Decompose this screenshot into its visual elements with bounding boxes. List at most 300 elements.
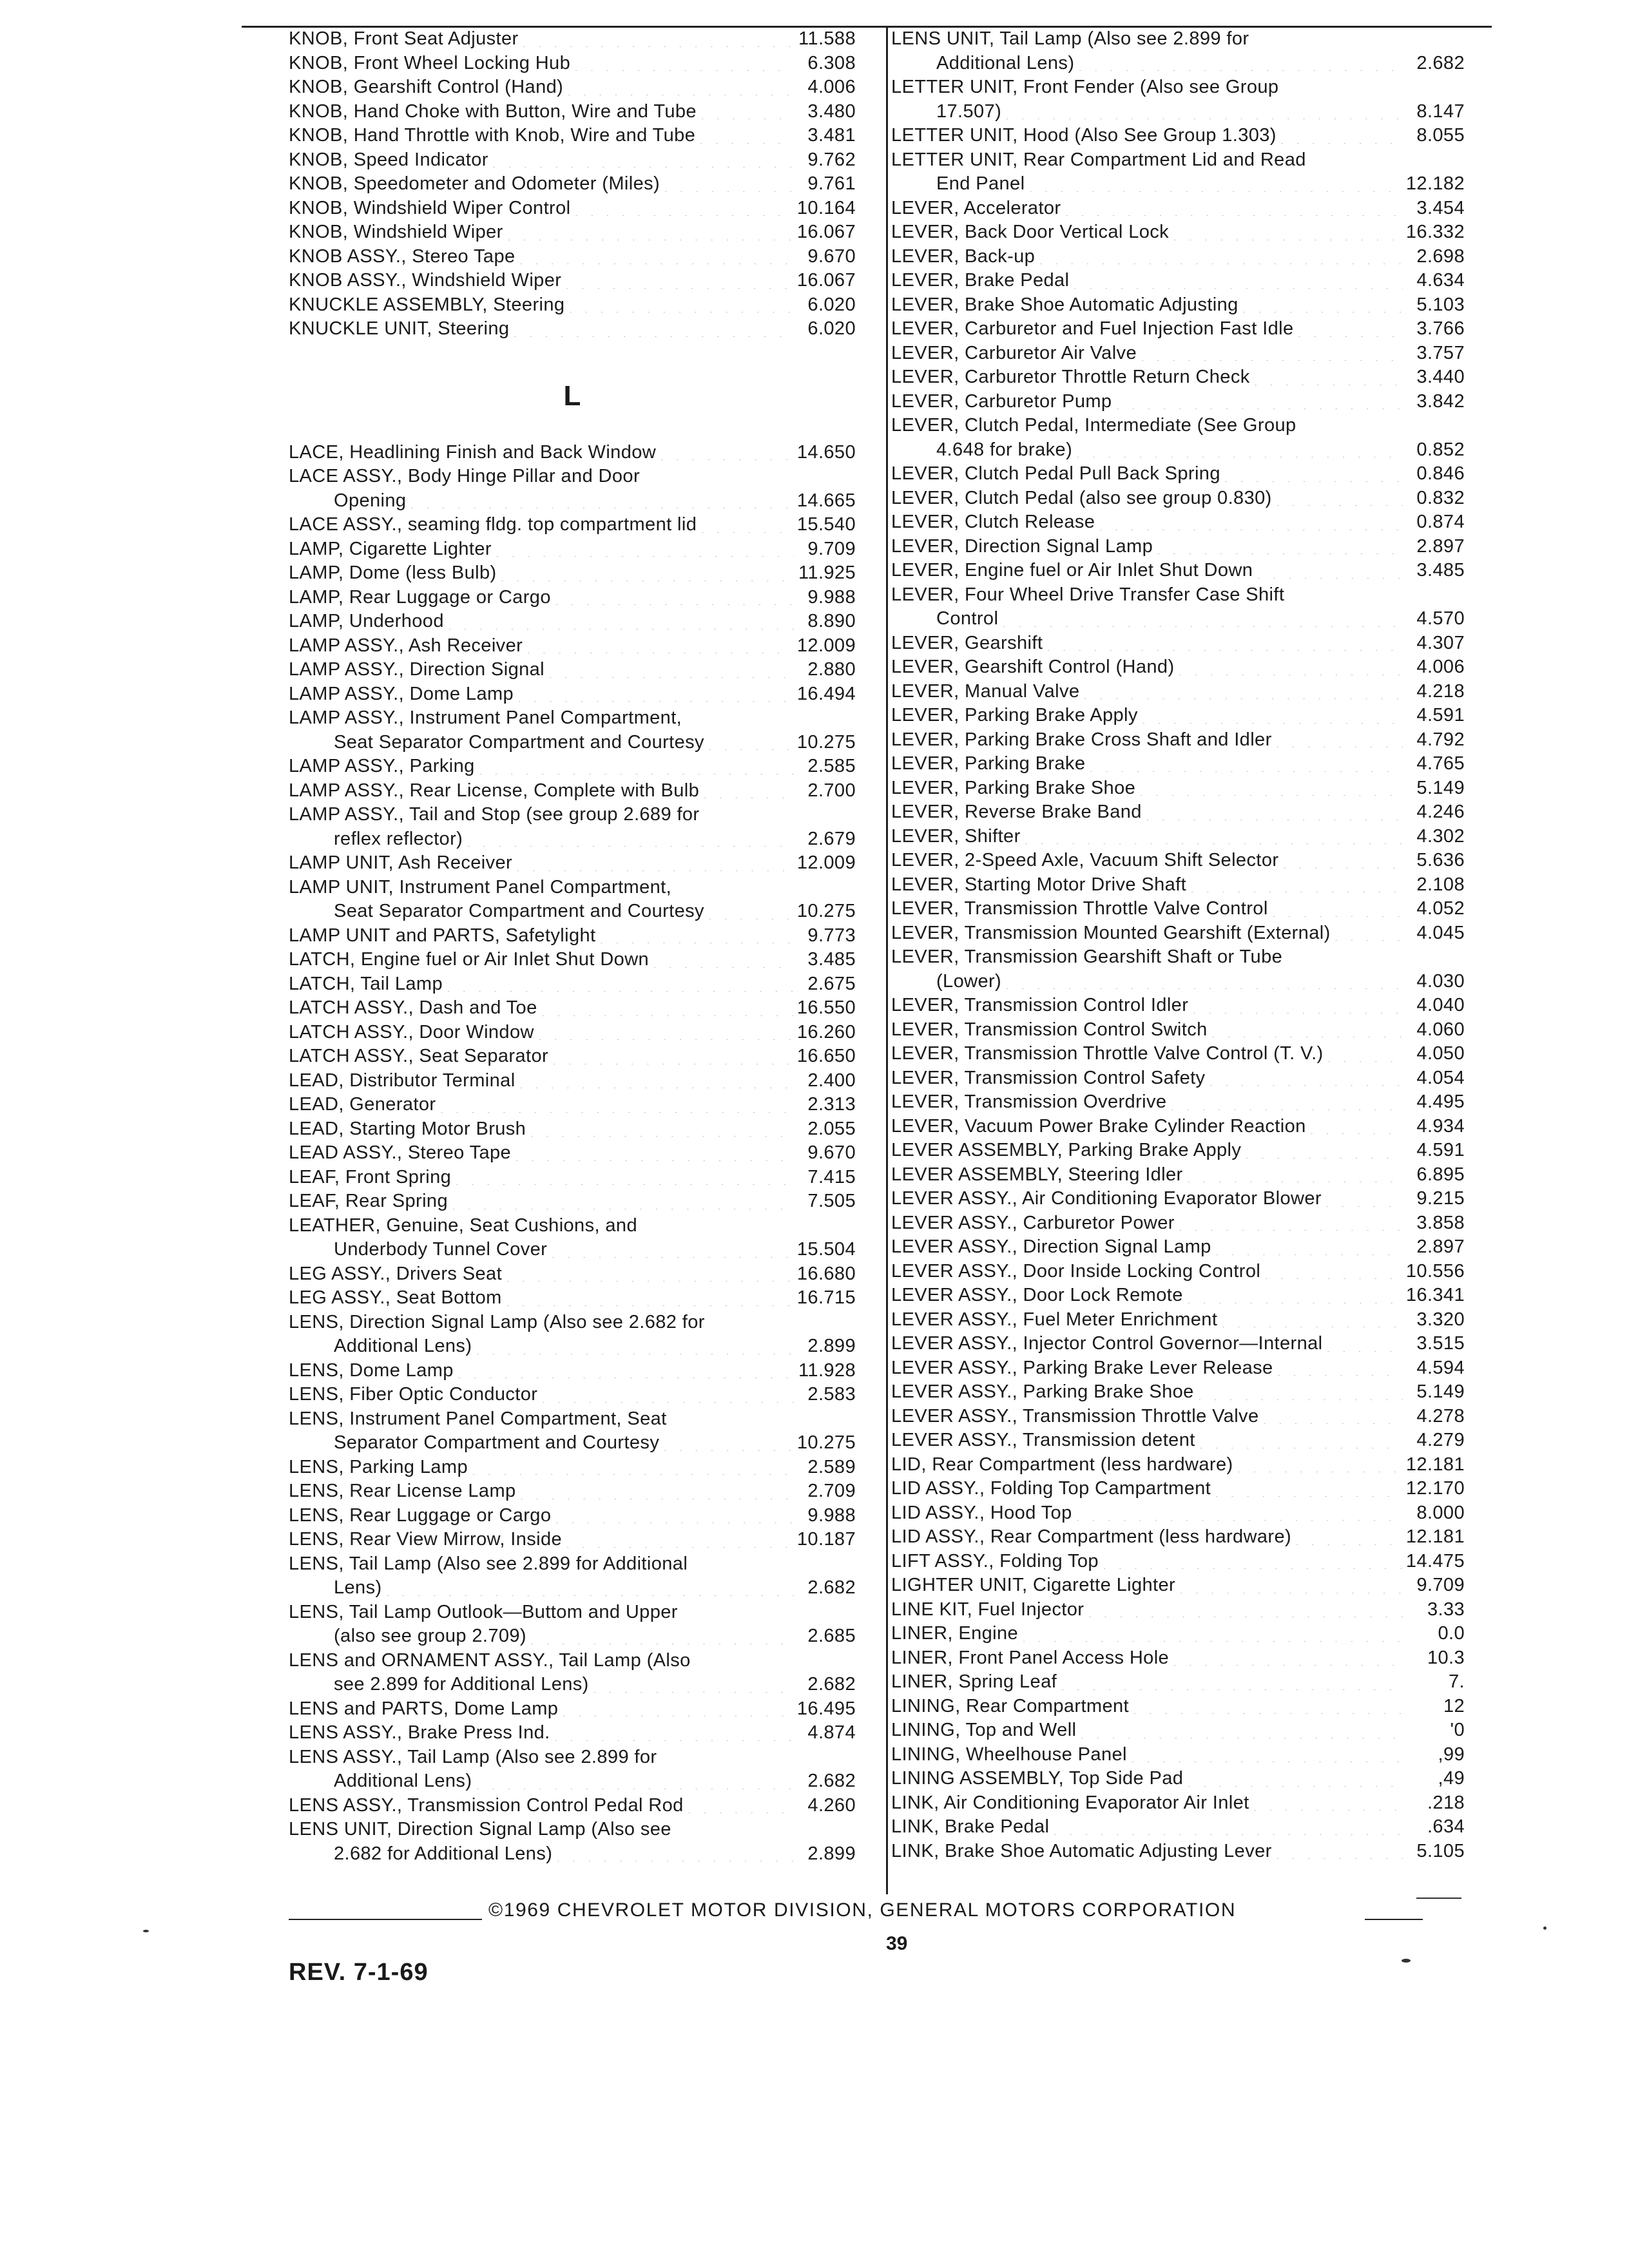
entry-description: LEVER, Parking Brake Cross Shaft and Idler — [891, 729, 1272, 750]
dot-leader — [566, 1541, 793, 1548]
entry-description: LINER, Engine — [891, 1623, 1019, 1644]
entry-description: LEVER, Transmission Control Idler — [891, 995, 1189, 1015]
entry-description: LEATHER, Genuine, Seat Cushions, and — [289, 1215, 637, 1236]
dot-leader — [1089, 765, 1403, 772]
dot-leader — [574, 64, 794, 71]
index-entry — [289, 293, 856, 318]
entry-description: KNUCKLE UNIT, Steering — [289, 318, 510, 339]
entry-description: LENS, Instrument Panel Compartment, Seat — [289, 1408, 667, 1429]
index-entry — [289, 706, 856, 731]
entry-description: LID, Rear Compartment (less hardware) — [891, 1454, 1233, 1475]
index-entry — [891, 655, 1465, 680]
entry-description: LENS, Rear Luggage or Cargo — [289, 1504, 552, 1526]
index-entry — [891, 1718, 1465, 1743]
entry-description: LENS, Parking Lamp — [289, 1456, 468, 1477]
index-entry — [891, 897, 1465, 921]
index-entry — [891, 486, 1465, 511]
index-entry — [891, 1453, 1465, 1477]
index-entry — [289, 197, 856, 221]
index-entry — [891, 148, 1465, 173]
group-number: 2.585 — [807, 756, 856, 776]
dot-leader — [1103, 1562, 1402, 1569]
index-entry — [289, 1021, 856, 1045]
entry-description: LENS ASSY., Transmission Control Pedal Rod — [289, 1794, 684, 1816]
dot-leader — [1179, 669, 1403, 675]
entry-description: Lens) — [334, 1577, 382, 1598]
entry-description: KNOB, Windshield Wiper — [289, 222, 503, 242]
index-entry — [891, 438, 1465, 463]
group-number: 2.400 — [807, 1070, 856, 1091]
group-number: '0 — [1450, 1720, 1465, 1740]
entry-description: Separator Compartment and Courtesy — [334, 1432, 660, 1453]
group-number: 9.215 — [1416, 1188, 1465, 1209]
dot-leader — [1179, 1587, 1403, 1593]
entry-description: LENS, Rear View Mirrow, Inside — [289, 1529, 563, 1550]
entry-description: Opening — [334, 490, 407, 511]
index-entry — [289, 731, 856, 755]
entry-description: LEVER ASSY., Parking Brake Lever Release — [891, 1357, 1273, 1378]
group-number: 6.020 — [807, 294, 856, 315]
entry-description: LAMP ASSY., Parking — [289, 756, 475, 776]
footer-rule-top — [1416, 1898, 1461, 1899]
group-number: 16.067 — [796, 270, 856, 291]
index-column-left — [289, 27, 856, 1866]
index-entry — [289, 1697, 856, 1722]
entry-description: LEVER ASSY., Carburetor Power — [891, 1212, 1175, 1233]
dot-leader — [1209, 1079, 1403, 1086]
section-letter: L — [563, 380, 581, 412]
group-number: 3.440 — [1416, 367, 1465, 387]
group-number: 10.556 — [1405, 1260, 1465, 1282]
index-entry — [289, 827, 856, 852]
group-number: 10.275 — [796, 1432, 856, 1453]
index-entry — [289, 1745, 856, 1770]
index-entry — [289, 779, 856, 803]
group-number: 14.475 — [1405, 1550, 1465, 1571]
dot-leader — [1254, 379, 1403, 385]
index-entry — [891, 1670, 1465, 1695]
index-entry — [891, 1356, 1465, 1381]
entry-description: LAMP UNIT, Instrument Panel Compartment, — [289, 876, 672, 898]
index-entry — [891, 1187, 1465, 1211]
index-entry — [289, 1479, 856, 1504]
group-number: 10.187 — [796, 1529, 856, 1550]
group-number: 2.675 — [807, 973, 856, 994]
dot-leader — [523, 41, 794, 47]
entry-description: LEVER ASSY., Air Conditioning Evaporator Blower — [891, 1188, 1322, 1209]
dot-leader — [519, 1082, 794, 1088]
group-number: 4.040 — [1416, 995, 1465, 1015]
dot-leader — [555, 599, 794, 605]
index-entry — [891, 728, 1465, 753]
entry-description: LACE, Headlining Finish and Back Window — [289, 441, 657, 463]
entry-description: LEVER, Parking Brake — [891, 753, 1086, 774]
group-number: 4.278 — [1416, 1405, 1465, 1427]
entry-description: LETTER UNIT, Rear Compartment Lid and Read — [891, 149, 1306, 170]
dot-leader — [568, 306, 794, 312]
index-entry — [891, 27, 1465, 52]
dot-leader — [1276, 741, 1403, 747]
index-entry — [289, 1044, 856, 1069]
dot-leader — [565, 282, 793, 289]
group-number: 14.650 — [796, 441, 856, 463]
entry-description: KNOB, Speedometer and Odometer (Miles) — [289, 173, 660, 194]
dot-leader — [472, 1468, 794, 1475]
dot-leader — [552, 1058, 793, 1064]
dot-leader — [1080, 1732, 1403, 1738]
group-number: 4.006 — [1416, 657, 1465, 677]
index-entry — [891, 1573, 1465, 1598]
dot-leader — [467, 840, 794, 847]
entry-description: Seat Separator Compartment and Courtesy — [334, 731, 704, 753]
entry-description: LINK, Air Conditioning Evaporator Air Inlet — [891, 1792, 1249, 1813]
group-number: 4.792 — [1416, 729, 1465, 750]
dot-leader — [516, 865, 793, 871]
entry-description: LEVER ASSY., Transmission Throttle Valve — [891, 1405, 1259, 1427]
group-number: 7.415 — [807, 1166, 856, 1187]
index-entry — [891, 921, 1465, 946]
dot-leader — [1078, 64, 1403, 71]
group-number: 0.852 — [1416, 439, 1465, 460]
dot-leader — [1088, 1611, 1403, 1617]
dot-leader — [593, 1686, 794, 1693]
entry-description: LETTER UNIT, Hood (Also See Group 1.303) — [891, 125, 1277, 146]
dot-leader — [555, 1517, 794, 1523]
entry-description: LETTER UNIT, Front Fender (Also see Group — [891, 77, 1279, 97]
group-number: 16.067 — [796, 222, 856, 242]
dot-leader — [1262, 1418, 1403, 1424]
index-entry — [891, 1308, 1465, 1332]
dot-leader — [526, 647, 793, 653]
entry-description: LENS, Dome Lamp — [289, 1360, 454, 1381]
entry-description: LINING, Rear Compartment — [891, 1695, 1129, 1716]
index-entry — [289, 754, 856, 779]
entry-description: LIGHTER UNIT, Cigarette Lighter — [891, 1575, 1176, 1595]
entry-description: LEVER ASSEMBLY, Steering Idler — [891, 1164, 1183, 1185]
index-entry — [289, 1069, 856, 1093]
group-number: 4.570 — [1416, 608, 1465, 629]
dot-leader — [1115, 403, 1403, 409]
group-number: 10.164 — [796, 197, 856, 218]
entry-description: LAMP, Dome (less Bulb) — [289, 562, 497, 583]
index-entry — [891, 220, 1465, 245]
dot-leader — [1131, 1756, 1403, 1762]
index-entry — [289, 1794, 856, 1818]
revision-date: REV. 7-1-69 — [289, 1959, 429, 1986]
entry-description: KNOB, Front Seat Adjuster — [289, 28, 519, 49]
dot-leader — [699, 137, 794, 144]
group-number: 12.181 — [1405, 1454, 1465, 1475]
group-number: 2.679 — [807, 828, 856, 849]
index-entry — [289, 489, 856, 514]
dot-leader — [1245, 1152, 1403, 1158]
group-number: 16.341 — [1405, 1285, 1465, 1305]
entry-description: LEVER ASSY., Door Lock Remote — [891, 1285, 1183, 1305]
entry-description: reflex reflector) — [334, 828, 463, 849]
index-entry — [891, 124, 1465, 148]
copyright-notice: ©1969 CHEVROLET MOTOR DIVISION, GENERAL MOTORS CORPORATION — [488, 1899, 1237, 1921]
entry-description: Underbody Tunnel Cover — [334, 1239, 548, 1260]
dot-leader — [660, 454, 793, 460]
index-entry — [289, 561, 856, 586]
group-number: 0.846 — [1416, 463, 1465, 484]
group-number: 7. — [1449, 1671, 1465, 1692]
entry-description: LID ASSY., Hood Top — [891, 1502, 1072, 1523]
group-number: 0.874 — [1416, 512, 1465, 532]
dot-leader — [1297, 331, 1403, 337]
group-number: 15.540 — [796, 514, 856, 535]
index-entry — [891, 1646, 1465, 1671]
entry-description: LEAD, Starting Motor Brush — [289, 1118, 526, 1139]
index-entry — [289, 1769, 856, 1794]
group-number: 4.307 — [1416, 632, 1465, 653]
index-entry — [289, 1214, 856, 1238]
group-number: 4.934 — [1416, 1115, 1465, 1137]
entry-description: (also see group 2.709) — [334, 1626, 526, 1646]
dot-leader — [1053, 1829, 1403, 1835]
dot-leader — [513, 331, 794, 337]
index-entry — [891, 1550, 1465, 1574]
group-number: 2.897 — [1416, 1236, 1465, 1257]
index-entry — [891, 1066, 1465, 1091]
index-entry — [891, 1815, 1465, 1840]
index-entry — [891, 197, 1465, 221]
dot-leader — [1141, 354, 1403, 361]
dot-leader — [1170, 1104, 1403, 1110]
index-entry — [289, 27, 856, 52]
index-entry — [891, 776, 1465, 801]
index-entry — [289, 1600, 856, 1625]
group-number: 4.006 — [807, 77, 856, 97]
entry-description: LAMP ASSY., Dome Lamp — [289, 683, 514, 704]
entry-description: Additional Lens) — [936, 52, 1075, 73]
dot-leader — [1257, 572, 1403, 579]
index-entry — [891, 945, 1465, 970]
index-entry — [891, 1042, 1465, 1066]
index-entry — [891, 1525, 1465, 1550]
index-entry — [891, 680, 1465, 704]
index-entry — [891, 365, 1465, 390]
entry-description: LIFT ASSY., Folding Top — [891, 1550, 1099, 1571]
index-entry — [891, 535, 1465, 559]
entry-description: LATCH, Tail Lamp — [289, 973, 443, 994]
index-entry — [891, 1235, 1465, 1260]
entry-description: KNOB, Hand Choke with Button, Wire and Tube — [289, 101, 697, 122]
group-number: 3.485 — [1416, 560, 1465, 581]
index-entry — [289, 1818, 856, 1842]
dot-leader — [1215, 1249, 1403, 1255]
dot-leader — [530, 1638, 794, 1644]
index-entry — [289, 245, 856, 269]
group-number: 9.670 — [807, 245, 856, 267]
group-number: 16.495 — [796, 1698, 856, 1719]
entry-description: KNOB, Windshield Wiper Control — [289, 197, 571, 218]
dot-leader — [1139, 789, 1403, 796]
dot-leader — [562, 1710, 793, 1716]
entry-description: LEVER, Direction Signal Lamp — [891, 535, 1153, 557]
column-divider — [886, 26, 888, 1894]
dot-leader — [448, 623, 794, 629]
index-entry — [289, 1311, 856, 1335]
entry-description: 17.507) — [936, 101, 1002, 122]
dot-leader — [1025, 838, 1403, 844]
index-entry — [891, 341, 1465, 366]
group-number: ,99 — [1438, 1744, 1465, 1765]
dot-leader — [1005, 983, 1403, 989]
index-entry — [289, 1407, 856, 1432]
entry-description: LINING ASSEMBLY, Top Side Pad — [891, 1768, 1184, 1789]
dot-leader — [1076, 451, 1403, 457]
dot-leader — [664, 186, 794, 192]
group-number: 9.709 — [1416, 1575, 1465, 1595]
index-entry — [289, 52, 856, 76]
dot-leader — [1276, 1852, 1403, 1859]
index-entry — [891, 849, 1465, 873]
index-entry — [891, 293, 1465, 318]
group-number: 16.550 — [796, 997, 856, 1018]
index-entry — [891, 52, 1465, 76]
group-number: 12.009 — [796, 852, 856, 873]
entry-description: LEVER, 2-Speed Axle, Vacuum Shift Selector — [891, 850, 1279, 870]
entry-description: LAMP, Rear Luggage or Cargo — [289, 586, 551, 608]
index-entry — [891, 873, 1465, 898]
index-entry — [289, 899, 856, 924]
entry-description: LEVER, Carburetor Pump — [891, 390, 1112, 412]
entry-description: LACE ASSY., seaming fldg. top compartment lid — [289, 514, 697, 535]
index-entry — [891, 1695, 1465, 1719]
group-number: 2.589 — [807, 1456, 856, 1477]
dot-leader — [1173, 1659, 1403, 1666]
dot-leader — [599, 937, 794, 943]
dot-leader — [455, 1178, 794, 1185]
group-number: 3.766 — [1416, 318, 1465, 339]
entry-description: LEVER, Starting Motor Drive Shaft — [891, 874, 1187, 895]
index-entry — [891, 1743, 1465, 1767]
entry-description: LID ASSY., Folding Top Campartment — [891, 1478, 1211, 1499]
entry-description: LEVER, Accelerator — [891, 197, 1061, 218]
group-number: 2.880 — [807, 659, 856, 680]
index-entry — [289, 1359, 856, 1383]
group-number: 14.665 — [796, 490, 856, 511]
group-number: 2.899 — [807, 1843, 856, 1864]
index-entry — [891, 462, 1465, 486]
entry-description: KNOB, Hand Throttle with Knob, Wire and Tube — [289, 125, 696, 146]
entry-description: LINE KIT, Fuel Injector — [891, 1599, 1084, 1620]
group-number: 4.045 — [1416, 922, 1465, 943]
entry-description: LINK, Brake Pedal — [891, 1816, 1050, 1837]
index-entry — [289, 1842, 856, 1867]
index-entry — [891, 1332, 1465, 1356]
group-number: 2.897 — [1416, 535, 1465, 557]
entry-description: LAMP ASSY., Ash Receiver — [289, 635, 523, 656]
dot-leader — [476, 1783, 794, 1789]
dot-leader — [1061, 1684, 1403, 1690]
index-entry — [891, 1791, 1465, 1816]
index-entry — [289, 317, 856, 341]
group-number: 4.634 — [1416, 270, 1465, 291]
dot-leader — [476, 1348, 794, 1354]
group-number: 15.504 — [796, 1239, 856, 1260]
group-number: 6.308 — [807, 52, 856, 73]
index-entry — [891, 1090, 1465, 1115]
index-entry — [289, 1166, 856, 1190]
index-entry — [289, 465, 856, 489]
index-entry — [891, 1018, 1465, 1043]
group-number: 3.515 — [1416, 1333, 1465, 1354]
entry-description: LAMP ASSY., Instrument Panel Compartment, — [289, 707, 682, 728]
group-number: 9.988 — [807, 1504, 856, 1526]
dot-leader — [1022, 1635, 1403, 1642]
index-entry — [289, 1721, 856, 1745]
group-number: 4.030 — [1416, 970, 1465, 992]
index-entry — [891, 1283, 1465, 1308]
group-number: 3.320 — [1416, 1309, 1465, 1330]
group-number: 4.591 — [1416, 705, 1465, 726]
entry-description: LEVER, Shifter — [891, 825, 1021, 847]
entry-description: LENS and PARTS, Dome Lamp — [289, 1698, 559, 1719]
dot-leader — [1157, 548, 1403, 554]
group-number: 8.055 — [1416, 125, 1465, 146]
group-number: 9.670 — [807, 1142, 856, 1163]
dot-leader — [1099, 524, 1403, 530]
entry-description: Additional Lens) — [334, 1771, 472, 1791]
entry-description: Seat Separator Compartment and Courtesy — [334, 901, 704, 921]
index-entry — [289, 1528, 856, 1552]
index-entry — [891, 607, 1465, 631]
entry-description: LEVER, Clutch Pedal, Intermediate (See Group — [891, 415, 1296, 436]
index-entry — [891, 825, 1465, 849]
entry-description: LINK, Brake Shoe Automatic Adjusting Lever — [891, 1840, 1272, 1861]
entry-description: LEVER, Transmission Throttle Valve Control — [891, 898, 1268, 919]
dot-leader — [1173, 234, 1402, 240]
group-number: 6.020 — [807, 318, 856, 339]
entry-description: LEAF, Front Spring — [289, 1166, 452, 1187]
entry-description: LENS, Direction Signal Lamp (Also see 2.682 for — [289, 1311, 705, 1332]
dot-leader — [1221, 1321, 1403, 1327]
index-entry — [891, 1139, 1465, 1163]
group-number: 4.246 — [1416, 802, 1465, 822]
group-number: 10.3 — [1427, 1647, 1465, 1668]
group-number: 16.260 — [796, 1021, 856, 1043]
entry-description: LEAF, Rear Spring — [289, 1191, 448, 1211]
group-number: 4.594 — [1416, 1357, 1465, 1378]
index-entry — [891, 1163, 1465, 1187]
entry-description: LAMP ASSY., Direction Signal — [289, 659, 545, 680]
entry-description: KNOB, Gearshift Control (Hand) — [289, 77, 564, 97]
group-number: 12.181 — [1405, 1526, 1465, 1547]
entry-description: LEVER, Transmission Throttle Valve Control (T. V.) — [891, 1043, 1324, 1064]
index-entry — [289, 972, 856, 997]
dot-leader — [530, 1130, 794, 1137]
dot-leader — [386, 1590, 794, 1596]
index-entry — [289, 1552, 856, 1577]
index-entry — [289, 1431, 856, 1456]
group-number: 9.761 — [807, 173, 856, 194]
index-entry — [289, 1238, 856, 1262]
entry-description: KNOB ASSY., Stereo Tape — [289, 245, 516, 267]
dot-leader — [541, 1010, 793, 1016]
index-entry — [891, 1767, 1465, 1791]
entry-description: LENS, Tail Lamp Outlook—Buttom and Upper — [289, 1601, 678, 1622]
dot-leader — [452, 1203, 794, 1209]
dot-leader — [1280, 137, 1403, 144]
dot-leader — [1327, 1055, 1403, 1062]
index-entry — [289, 1141, 856, 1166]
index-entry — [289, 803, 856, 827]
group-number: 16.494 — [796, 683, 856, 704]
entry-description: LAMP UNIT and PARTS, Safetylight — [289, 925, 596, 946]
group-number: 9.709 — [807, 538, 856, 559]
